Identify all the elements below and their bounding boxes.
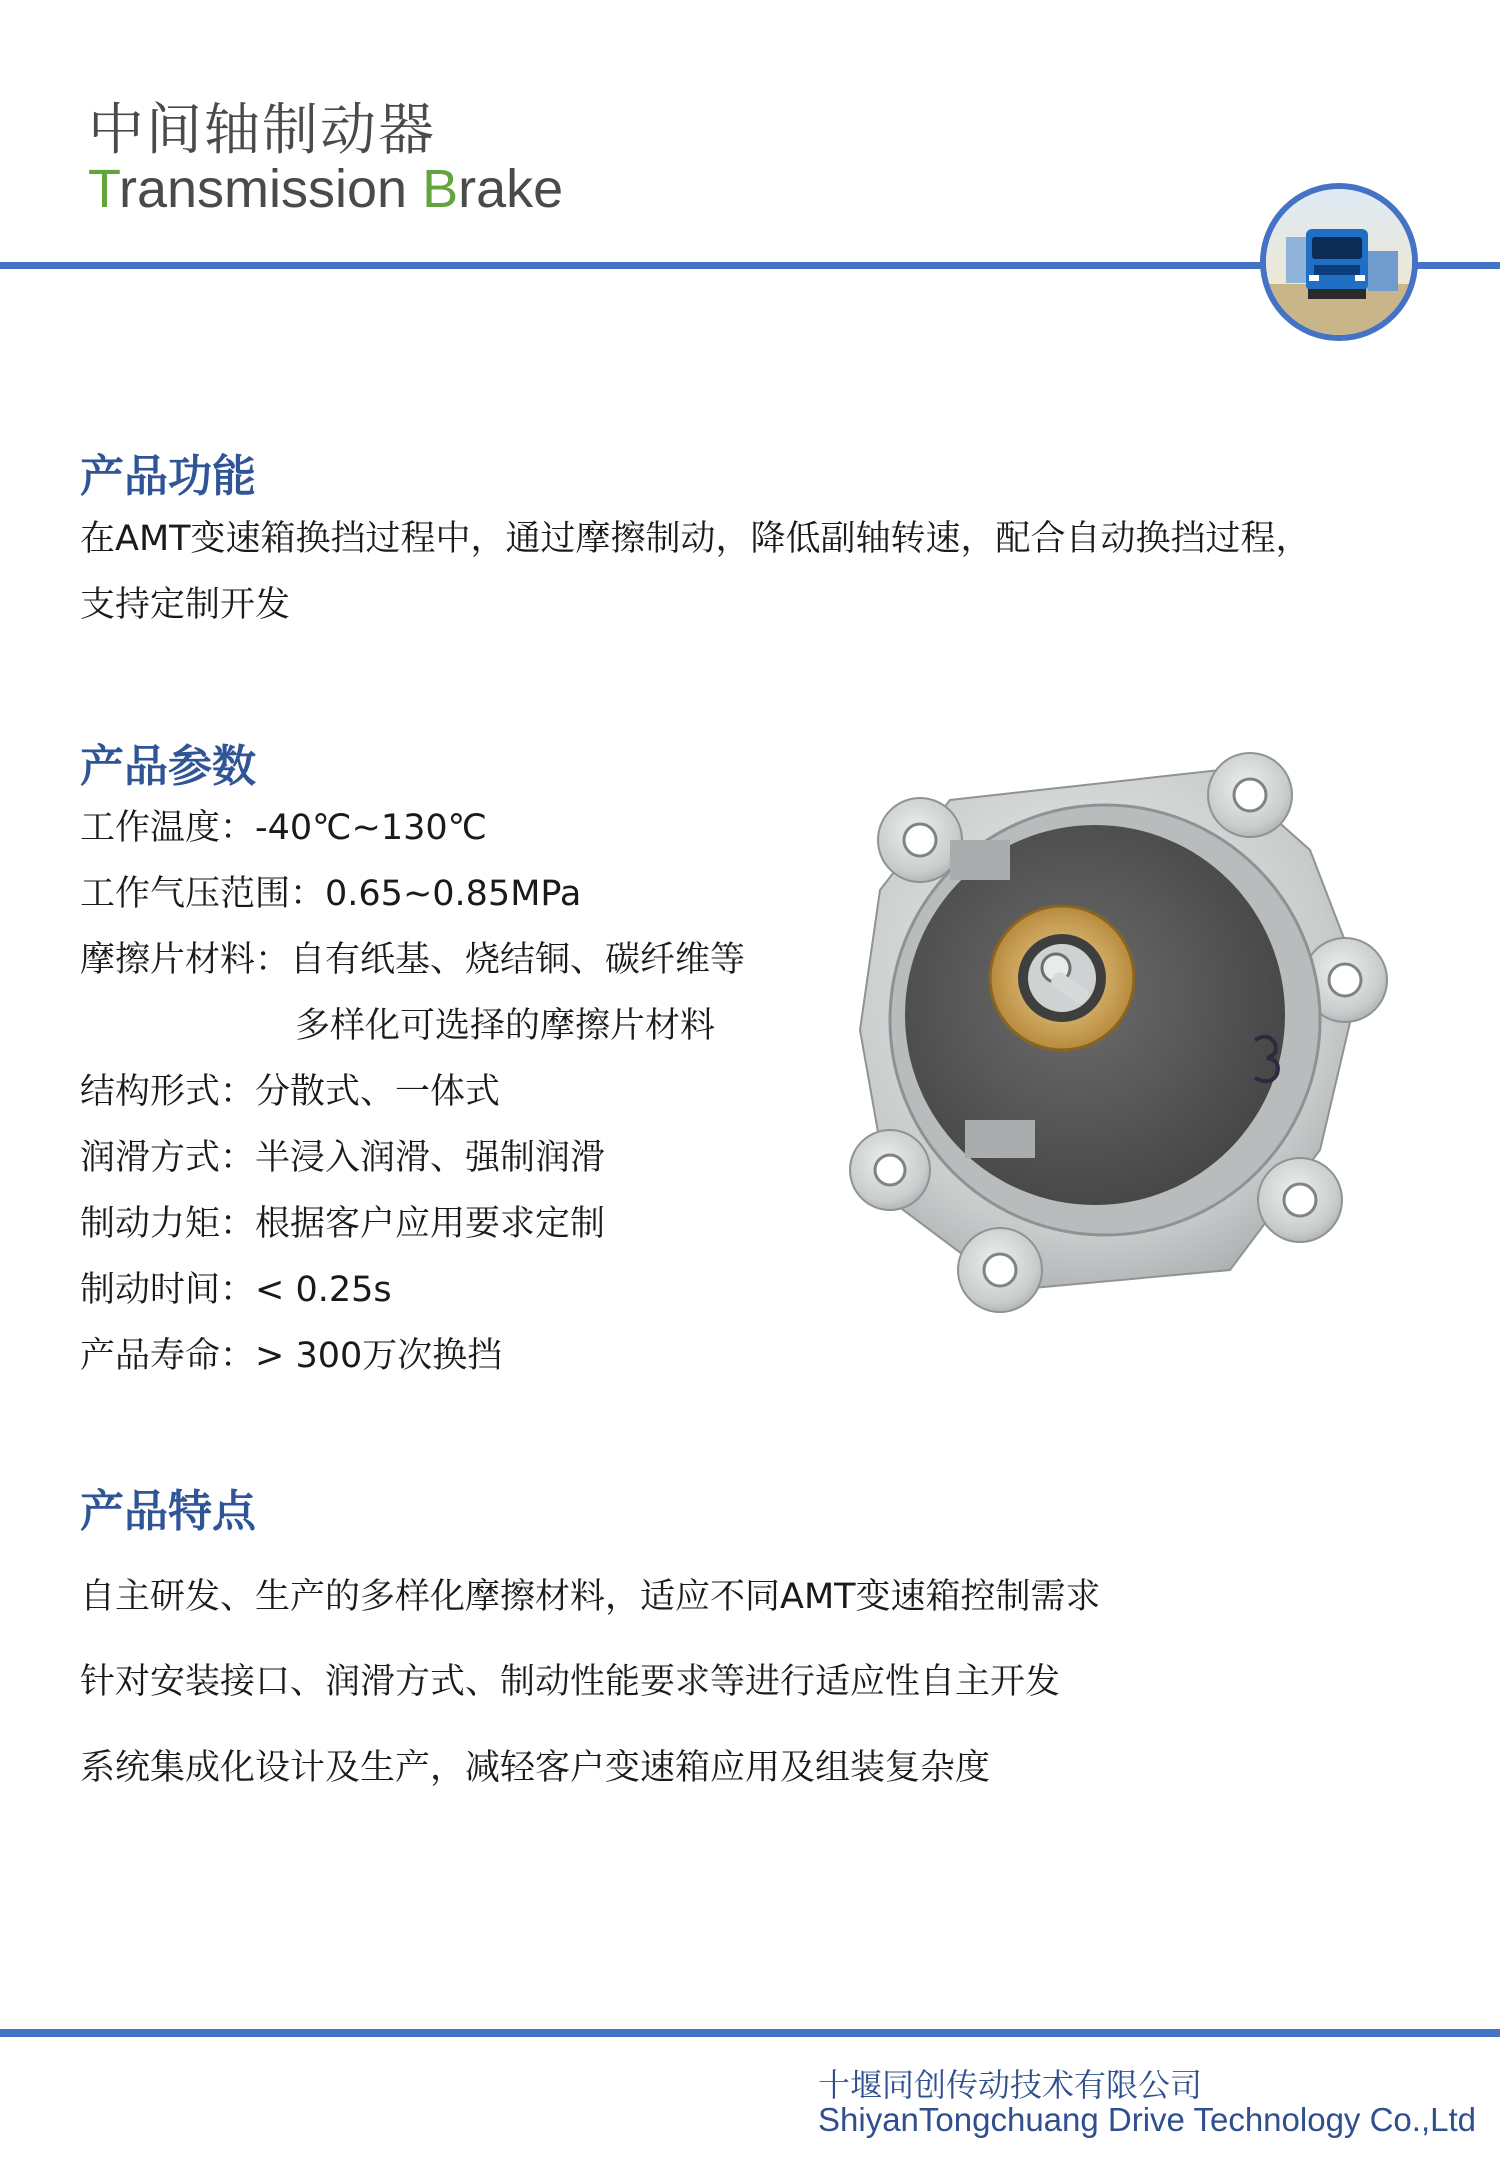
param-value: 多样化可选择的摩擦片材料: [295, 1006, 716, 1046]
section-heading-features: 产品特点: [80, 1486, 256, 1537]
truck-badge-icon: [1260, 183, 1418, 341]
param-label: 工作气压范围：: [80, 874, 326, 914]
param-value: 自有纸基、烧结铜、碳纤维等: [290, 940, 746, 980]
param-label: 制动时间：: [80, 1270, 256, 1310]
param-value: 分散式、一体式: [255, 1072, 501, 1112]
param-row-torque: [80, 1191, 605, 1257]
feature-item-3: 系统集成化设计及生产，减轻客户变速箱应用及组装复杂度: [80, 1748, 991, 1788]
footer-company-cn: 十堰同创传动技术有限公司: [818, 2066, 1203, 2104]
param-row-lifetime: [80, 1323, 502, 1389]
footer-company-en: ShiyanTongchuang Drive Technology Co.,Ltd: [818, 2101, 1476, 2138]
param-value: 0.65~0.85MPa: [325, 874, 582, 914]
param-row-brake-time: [80, 1257, 392, 1323]
param-row-material-cont: [295, 993, 715, 1059]
title-en-letter-b: B: [422, 159, 459, 219]
param-value: > 300万次换挡: [255, 1336, 503, 1376]
title-en-part-1: ransmission: [118, 159, 423, 219]
param-value: -40℃~130℃: [255, 808, 487, 848]
page-title-en: [88, 158, 563, 220]
param-row-material: [80, 927, 745, 993]
product-photo: [800, 730, 1440, 1320]
param-value: 半浸入润滑、强制润滑: [255, 1138, 606, 1178]
param-row-lubrication: [80, 1125, 605, 1191]
param-label: 制动力矩：: [80, 1204, 256, 1244]
param-value: 根据客户应用要求定制: [255, 1204, 606, 1244]
param-value: < 0.25s: [255, 1270, 392, 1310]
section-heading-function: 产品功能: [80, 451, 256, 502]
feature-item-2: 针对安装接口、润滑方式、制动性能要求等进行适应性自主开发: [80, 1662, 1061, 1702]
footer-divider: [0, 2029, 1500, 2037]
feature-item-1: 自主研发、生产的多样化摩擦材料，适应不同AMT变速箱控制需求: [80, 1577, 1101, 1617]
param-label: 产品寿命：: [80, 1336, 256, 1376]
title-en-part-2: rake: [458, 159, 564, 219]
param-label: 工作温度：: [80, 808, 256, 848]
param-row-temperature: [80, 795, 487, 861]
param-label: 摩擦片材料：: [80, 940, 291, 980]
param-label: 润滑方式：: [80, 1138, 256, 1178]
page-title-cn: 中间轴制动器: [88, 98, 436, 163]
function-text-line-2: 支持定制开发: [80, 585, 291, 625]
param-label: 结构形式：: [80, 1072, 256, 1112]
section-heading-params: 产品参数: [80, 741, 256, 792]
function-text-line-1: 在AMT变速箱换挡过程中，通过摩擦制动，降低副轴转速，配合自动换挡过程，: [80, 519, 1311, 559]
param-row-pressure: [80, 861, 581, 927]
param-row-structure: [80, 1059, 500, 1125]
title-en-letter-t: T: [88, 159, 119, 219]
